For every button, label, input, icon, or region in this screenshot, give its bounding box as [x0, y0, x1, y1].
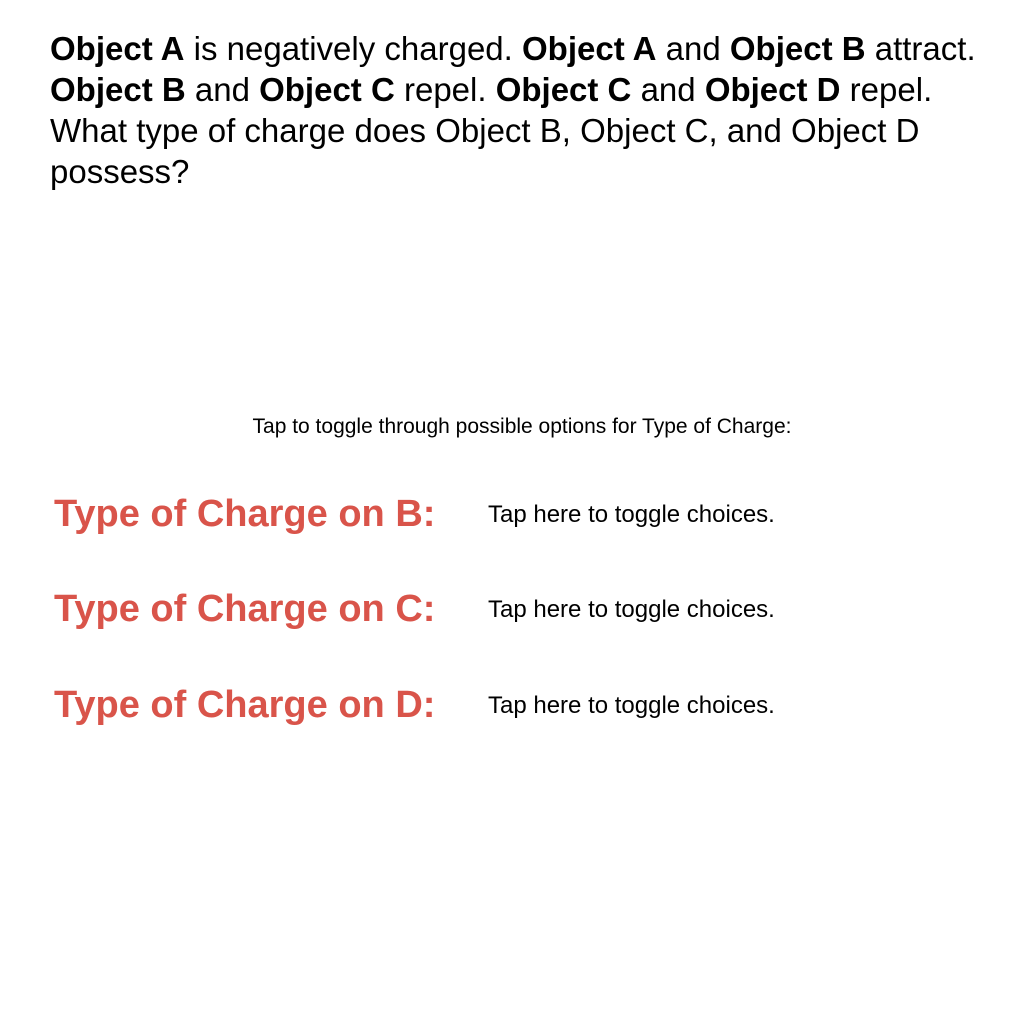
charge-label-d: Type of Charge on D: [54, 684, 436, 726]
question-text-segment: attract. [865, 30, 976, 67]
charge-row-c [54, 585, 954, 633]
question-text-segment: repel. What type of charge does Object B, Object C, and Object D possess? [50, 71, 933, 190]
question-bold-object-b: Object B [50, 71, 186, 108]
question-text-segment: and [185, 71, 260, 108]
question-bold-object-a: Object A [50, 30, 185, 67]
question-bold-object-a: Object A [522, 30, 657, 67]
question-bold-object-c: Object C [259, 71, 395, 108]
toggle-instruction: Tap to toggle through possible options for Type of Charge: [252, 415, 792, 438]
question-text-segment: and [656, 30, 730, 67]
charge-row-b [54, 490, 954, 538]
question-bold-object-b: Object B [729, 30, 866, 67]
question-text [50, 28, 1000, 192]
question-bold-object-d: Object D [704, 71, 841, 108]
question-text-segment: repel. [394, 71, 496, 108]
charge-toggle-b[interactable]: Tap here to toggle choices. [488, 501, 775, 528]
question-text-segment: is negatively charged. [184, 30, 522, 67]
question-text-segment: and [631, 71, 705, 108]
question-bold-object-c: Object C [495, 71, 632, 108]
charge-label-c: Type of Charge on C: [54, 588, 436, 630]
charge-row-d [54, 681, 954, 729]
charge-toggle-c[interactable]: Tap here to toggle choices. [488, 596, 775, 623]
charge-label-b: Type of Charge on B: [54, 493, 436, 535]
charge-toggle-d[interactable]: Tap here to toggle choices. [488, 692, 775, 719]
